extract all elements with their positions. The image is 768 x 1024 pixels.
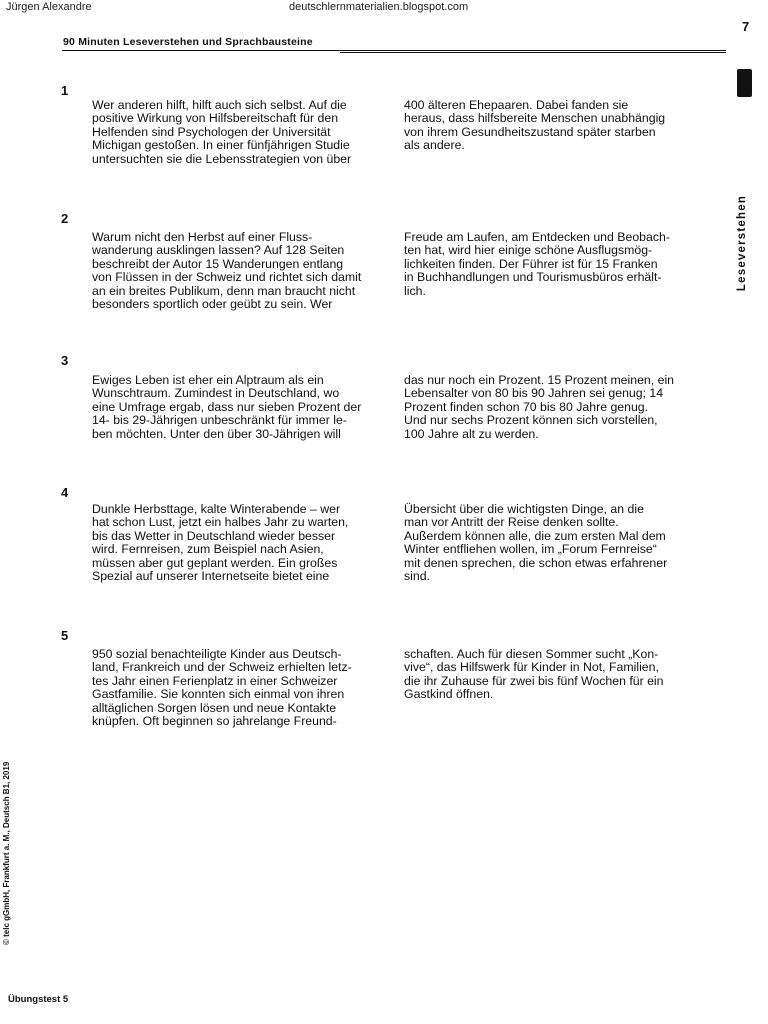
text-line: heraus, dass hilfsbereite Menschen unabhängig (404, 111, 666, 126)
text-line: vive“, das Hilfswerk für Kinder in Not, Familien, (404, 660, 659, 675)
text-line: Dunkle Herbsttage, kalte Winterabende – wer (92, 502, 341, 516)
text-1-right-column (404, 99, 680, 153)
text-line: lichkeiten finden. Der Führer ist für 15 Franken (404, 256, 658, 271)
text-line: Warum nicht den Herbst auf einer Fluss- (92, 230, 313, 244)
source-url: deutschlernmaterialien.blogspot.com (289, 1, 469, 13)
text-line: Prozent finden schon 70 bis 80 Jahre genug. (404, 399, 649, 414)
text-line: untersuchten sie die Lebensstrategien von über (92, 151, 352, 166)
text-line: besonders sportlich oder geübt zu sein. Wer (92, 297, 333, 312)
text-2-right-column (404, 231, 680, 298)
text-3-right-column (404, 374, 680, 441)
text-line: wird. Fernreisen, zum Beispiel nach Asien, (92, 542, 324, 557)
text-line: Übersicht über die wichtigsten Dinge, an die (404, 502, 644, 516)
text-number: 5 (61, 628, 69, 643)
text-line: tes Jahr einen Ferienplatz in einer Schweizer (92, 673, 338, 688)
text-line: Spezial auf unserer Internetseite bietet eine (92, 569, 330, 584)
text-line: an ein breites Publikum, denn man braucht nicht (92, 283, 356, 298)
text-line: lich. (404, 283, 426, 298)
text-line: schaften. Auch für diesen Sommer sucht „Kon- (404, 647, 659, 661)
text-line: ben möchten. Unter den über 30-Jährigen will (92, 426, 341, 441)
footer-label: Übungstest 5 (8, 994, 69, 1005)
text-line: die ihr Zuhause für zwei bis fünf Wochen für ein (404, 673, 664, 688)
text-4-right-column (404, 503, 680, 583)
text-line: Winter entfliehen wollen, im „Forum Fernreise“ (404, 542, 657, 557)
text-line: 14- bis 29-Jährigen unbeschränkt für immer le- (92, 413, 347, 428)
text-line: mit denen sprechen, die schon etwas erfahrener (404, 555, 668, 570)
text-5-right-column (404, 648, 680, 702)
text-line: man vor Antritt der Reise denken sollte. (404, 515, 619, 530)
text-line: Und nur sechs Prozent können sich vorstellen, (404, 413, 658, 428)
text-line: Freude am Laufen, am Entdecken und Beobach- (404, 230, 670, 244)
page-title: 90 Minuten Leseverstehen und Sprachbausteine (63, 36, 313, 48)
text-line: sind. (404, 569, 430, 584)
text-number: 2 (61, 211, 69, 226)
text-line: müssen aber gut geplant werden. Ein großes (92, 555, 338, 570)
text-line: bis das Wetter in Deutschland wieder besser (92, 528, 336, 543)
text-line: Wer anderen hilft, hilft auch sich selbst. Auf die (92, 98, 347, 112)
text-line: ten hat, wird hier einige schöne Ausflugsmög- (404, 243, 653, 258)
text-line: Michigan gestoßen. In einer fünfjährigen Studie (92, 138, 350, 153)
text-line: Außerdem können alle, die zum ersten Mal dem (404, 528, 666, 543)
text-number: 4 (61, 485, 69, 500)
text-line: Gastfamilie. Sie konnten sich einmal von ihren (92, 687, 345, 702)
text-line: das nur noch ein Prozent. 15 Prozent meinen, ein (404, 373, 675, 387)
text-line: Wunschtraum. Zumindest in Deutschland, wo (92, 386, 340, 401)
text-line: hat schon Lust, jetzt ein halbes Jahr zu warten, (92, 515, 349, 530)
text-line: als andere. (404, 138, 465, 153)
text-2-left-column (92, 231, 388, 311)
text-number: 3 (61, 353, 69, 368)
text-line: land, Frankreich und der Schweiz erhielten letz- (92, 660, 352, 675)
text-line: von Flüssen in der Schweiz und richtet sich damit (92, 270, 362, 285)
header-rule (62, 50, 726, 51)
text-line: knüpfen. Oft beginnen so jahrelange Freund- (92, 714, 337, 729)
text-line: 100 Jahre alt zu werden. (404, 426, 539, 441)
text-number: 1 (61, 83, 69, 98)
page-number: 7 (742, 19, 750, 34)
text-line: beschreibt der Autor 15 Wanderungen entlang (92, 256, 344, 271)
text-4-left-column (92, 503, 388, 583)
text-line: eine Umfrage ergab, dass nur sieben Prozent der (92, 399, 362, 414)
author-name: Jürgen Alexandre (6, 1, 92, 13)
text-line: Ewiges Leben ist eher ein Alptraum als ein (92, 373, 324, 387)
section-tab-marker (737, 69, 752, 97)
copyright-notice: © telc gGmbH, Frankfurt a. M., Deutsch B1, 2019 (2, 761, 11, 945)
text-line: wanderung ausklingen lassen? Auf 128 Seiten (92, 243, 345, 258)
text-line: alltäglichen Sorgen lösen und neue Kontakte (92, 700, 337, 715)
header-rule-2 (340, 52, 726, 53)
text-1-left-column (92, 99, 388, 166)
text-line: Lebensalter von 80 bis 90 Jahren sei genug; 14 (404, 386, 664, 401)
text-line: 950 sozial benachteiligte Kinder aus Deutsch- (92, 647, 342, 661)
text-line: positive Wirkung von Hilfsbereitschaft für den (92, 111, 339, 126)
text-line: von ihrem Gesundheitszustand später starben (404, 124, 656, 139)
text-line: Gastkind öffnen. (404, 687, 494, 702)
text-line: in Buchhandlungen und Tourismusbüros erhält- (404, 270, 662, 285)
text-line: Helfenden sind Psychologen der Universität (92, 124, 331, 139)
text-3-left-column (92, 374, 388, 441)
text-5-left-column (92, 648, 388, 728)
text-line: 400 älteren Ehepaaren. Dabei fanden sie (404, 98, 629, 112)
